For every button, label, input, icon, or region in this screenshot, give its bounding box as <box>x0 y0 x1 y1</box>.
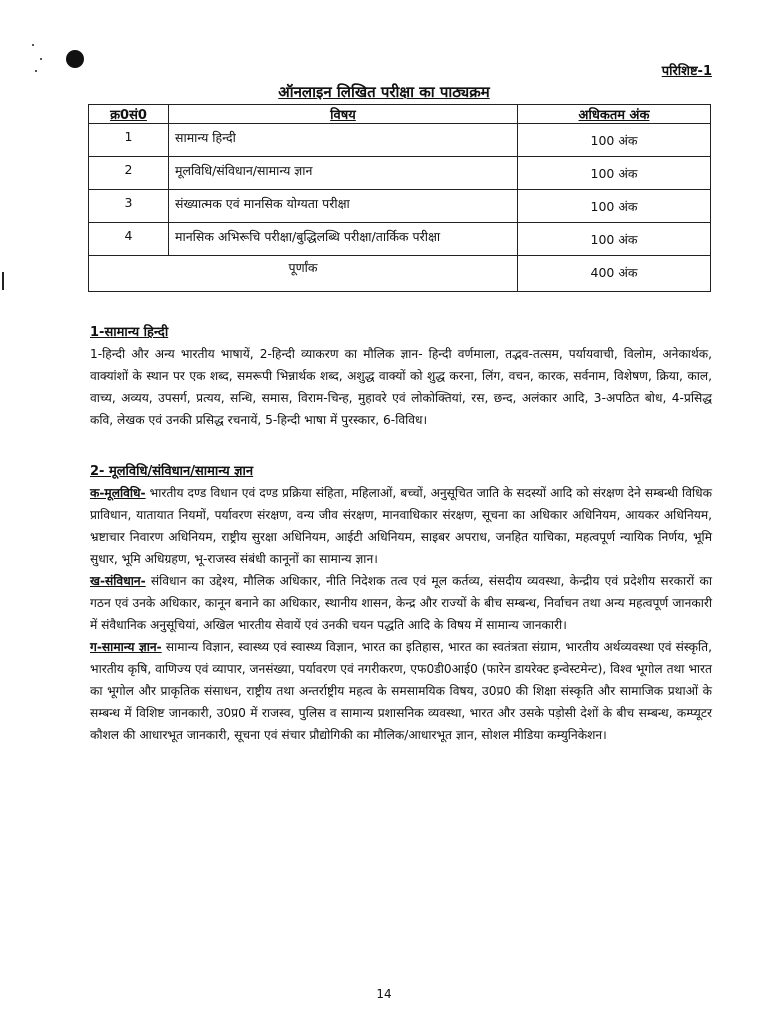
total-marks: 400 अंक <box>518 256 711 292</box>
scan-speck <box>35 70 37 72</box>
subject-cell: मूलविधि/संविधान/सामान्य ज्ञान <box>169 157 518 190</box>
total-label: पूर्णांक <box>89 256 518 292</box>
header-serial: क्र0सं0 <box>89 105 169 124</box>
subsection-basic-law <box>90 482 712 570</box>
syllabus-table <box>88 104 711 292</box>
subsection-heading: ग-सामान्य ज्ञान- <box>90 640 162 654</box>
scan-speck <box>32 44 34 46</box>
subsection-constitution <box>90 570 712 636</box>
document-title: ऑनलाइन लिखित परीक्षा का पाठ्यक्रम <box>278 83 490 101</box>
header-marks: अधिकतम अंक <box>518 105 711 124</box>
subsection-heading: क-मूलविधि- <box>90 486 146 500</box>
header-subject: विषय <box>169 105 518 124</box>
table-row <box>89 190 711 223</box>
table-row <box>89 157 711 190</box>
total-row <box>89 256 711 292</box>
punch-hole-mark <box>66 50 84 68</box>
marks-cell: 100 अंक <box>518 223 711 256</box>
serial-cell: 4 <box>89 223 169 256</box>
section-general-hindi <box>90 323 712 431</box>
subject-cell: मानसिक अभिरूचि परीक्षा/बुद्धिलब्धि परीक्षा/तार्किक परीक्षा <box>169 223 518 256</box>
subsection-heading: ख-संविधान- <box>90 574 146 588</box>
subject-cell: सामान्य हिन्दी <box>169 124 518 157</box>
serial-cell: 1 <box>89 124 169 157</box>
section-heading: 1-सामान्य हिन्दी <box>90 325 169 340</box>
table-row <box>89 124 711 157</box>
page-number: 14 <box>376 987 392 1001</box>
table-header-row <box>89 105 711 124</box>
serial-cell: 2 <box>89 157 169 190</box>
section-law-constitution-gk <box>90 462 712 746</box>
subsection-general-knowledge <box>90 636 712 746</box>
subsection-text: संविधान का उद्देश्य, मौलिक अधिकार, नीति निदेशक तत्व एवं मूल कर्तव्य, संसदीय व्यवस्था, केन्द्रीय एवं प्रदेशीय सरकारों का गठन एवं उनके अधिकार, कानून बनाने का अधिकार, स्थानीय शासन, केन्द्र और राज्यों के बीच सम्बन्ध, निर्वाचन तथा अन्य महत्वपूर्ण जानकारी में संवैधानिक अनुसूचियां, अखिल भारतीय सेवायें एवं उनकी चयन पद्धति आदि के विषय में सामान्य जानकारी। <box>90 574 712 632</box>
appendix-label: परिशिष्ट-1 <box>661 64 712 79</box>
section-body: 1-हिन्दी और अन्य भारतीय भाषायें, 2-हिन्दी व्याकरण का मौलिक ज्ञान- हिन्दी वर्णमाला, तद्भव-तत्सम, पर्यायवाची, विलोम, अनेकार्थक, वाक्यांशों के स्थान पर एक शब्द, समरूपी भिन्नार्थक शब्द, अशुद्ध वाक्यों को शुद्ध करना, लिंग, वचन, कारक, सर्वनाम, विशेषण, क्रिया, काल, वाच्य, अव्यय, उपसर्ग, प्रत्यय, सन्धि, समास, विराम-चिन्ह, मुहावरे एवं लोकोक्तियां, रस, छन्द, अलंकार आदि, 3-अपठित बोध, 4-प्रसिद्ध कवि, लेखक एवं उनकी प्रसिद्ध रचनायें, 5-हिन्दी भाषा में पुरस्कार, 6-विविध। <box>90 347 712 427</box>
table-row <box>89 223 711 256</box>
subsection-text: भारतीय दण्ड विधान एवं दण्ड प्रक्रिया संहिता, महिलाओं, बच्चों, अनुसूचित जाति के सदस्यों आदि को संरक्षण देने सम्बन्धी विधिक प्राविधान, यातायात नियमों, पर्यावरण संरक्षण, वन्य जीव संरक्षण, मानवाधिकार संरक्षण, सूचना का अधिकार अधिनियम, आयकर अधिनियम, भ्रष्टाचार निवारण अधिनियम, राष्ट्रीय सुरक्षा अधिनियम, आईटी अधिनियम, साइबर अपराध, जनहित याचिका, महत्वपूर्ण न्यायिक निर्णय, भूमि सुधार, भूमि अधिग्रहण, भू-राजस्व संबंधी कानूनों का सामान्य ज्ञान। <box>90 486 712 566</box>
marks-cell: 100 अंक <box>518 124 711 157</box>
subject-cell: संख्यात्मक एवं मानसिक योग्यता परीक्षा <box>169 190 518 223</box>
scan-speck <box>40 58 42 60</box>
serial-cell: 3 <box>89 190 169 223</box>
scan-edge-mark <box>2 272 4 290</box>
subsection-text: सामान्य विज्ञान, स्वास्थ्य एवं स्वास्थ्य विज्ञान, भारत का इतिहास, भारत का स्वतंत्रता संग्राम, भारतीय अर्थव्यवस्था एवं संस्कृति, भारतीय कृषि, वाणिज्य एवं व्यापार, जनसंख्या, पर्यावरण एवं नगरीकरण, एफ0डी0आई0 (फारेन डायरेक्ट इन्वेस्टमेन्ट), विश्व भूगोल तथा भारत का भूगोल और प्राकृतिक संसाधन, राष्ट्रीय तथा अन्तर्राष्ट्रीय महत्व के समसामयिक विषय, उ0प्र0 की शिक्षा संस्कृति और सामाजिक प्रथाओं के सम्बन्ध में विशिष्ट जानकारी, उ0प्र0 में राजस्व, पुलिस व सामान्य प्रशासनिक व्यवस्था, भारत और उसके पड़ोसी देशों के बीच सम्बन्ध, कम्प्यूटर कौशल की आधारभूत जानकारी, सूचना एवं संचार प्रौद्योगिकी का मौलिक/आधारभूत ज्ञान, सोशल मीडिया कम्युनिकेशन। <box>90 640 712 742</box>
marks-cell: 100 अंक <box>518 190 711 223</box>
marks-cell: 100 अंक <box>518 157 711 190</box>
section-heading: 2- मूलविधि/संविधान/सामान्य ज्ञान <box>90 464 254 479</box>
